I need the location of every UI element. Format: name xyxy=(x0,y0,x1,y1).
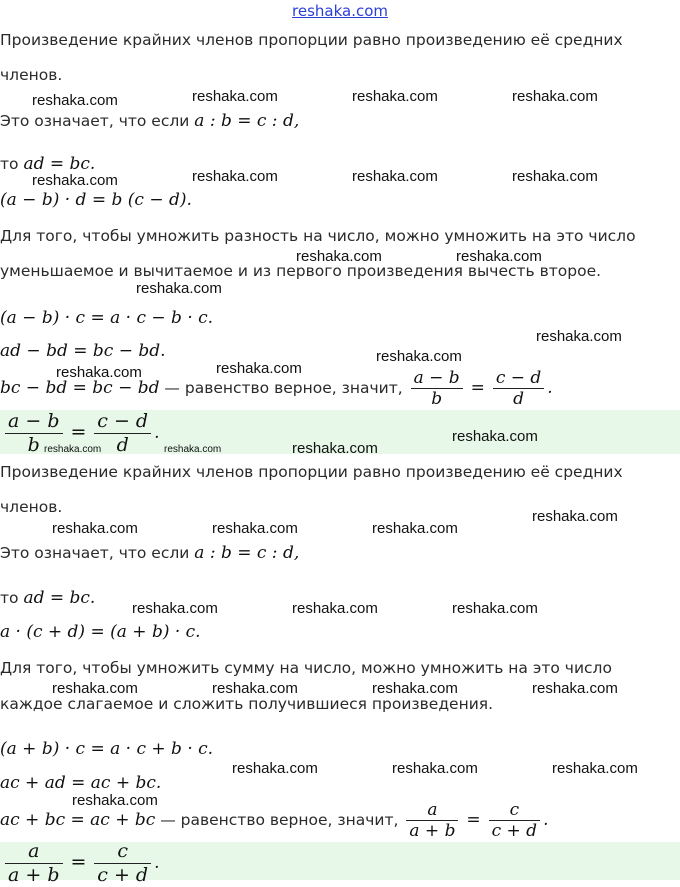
watermark: reshaka.com xyxy=(52,680,138,697)
fraction-left xyxy=(411,368,463,409)
period: . xyxy=(547,378,553,398)
rule2-text-cont: каждое слагаемое и сложить получившиеся произведения. xyxy=(0,695,494,713)
period: . xyxy=(154,853,160,873)
watermark: reshaka.com xyxy=(232,760,318,777)
watermark: reshaka.com xyxy=(296,248,382,265)
watermark: reshaka.com xyxy=(452,600,538,617)
fraction-numerator: c − d xyxy=(94,410,151,434)
answer-highlight xyxy=(0,840,680,886)
fraction-denominator: c + d xyxy=(97,864,149,886)
equation-4-left: bc − bd = bc − bd xyxy=(0,378,160,398)
fraction-denominator: d xyxy=(116,434,129,456)
watermark: reshaka.com xyxy=(372,520,458,537)
equation-4-left: ac + bc = ac + bc xyxy=(0,810,156,830)
watermark: reshaka.com xyxy=(216,360,302,377)
fraction-numerator: a xyxy=(5,840,63,864)
fraction-numerator: c xyxy=(94,840,151,864)
equation-3: ad − bd = bc − bd. xyxy=(0,341,166,361)
watermark: reshaka.com xyxy=(192,88,278,105)
rule-text: Произведение крайних членов пропорции равно произведению её средних xyxy=(0,31,623,49)
equation-4-text: — равенство верное, значит, xyxy=(155,811,399,829)
watermark: reshaka.com xyxy=(192,168,278,185)
equation-1: (a − b) · d = b (c − d). xyxy=(0,190,192,210)
rule2-text: Для того, чтобы умножить разность на число, можно умножить на это число xyxy=(0,227,636,245)
then-line xyxy=(0,154,95,174)
period: . xyxy=(543,810,549,830)
equals-sign: = xyxy=(70,851,87,873)
fraction-denominator: b xyxy=(431,389,443,409)
watermark: reshaka.com xyxy=(376,348,462,365)
equation-1: a · (c + d) = (a + b) · c. xyxy=(0,622,201,642)
means-line xyxy=(0,543,299,563)
fraction-numerator: c − d xyxy=(493,368,544,389)
watermark: reshaka.com xyxy=(352,88,438,105)
fraction-denominator: a + b xyxy=(8,864,60,886)
watermark: reshaka.com xyxy=(532,680,618,697)
equals-sign: = xyxy=(70,421,87,443)
means-formula: a : b = c : d, xyxy=(194,111,300,131)
watermark: reshaka.com xyxy=(456,248,542,265)
watermark: reshaka.com xyxy=(212,680,298,697)
watermark: reshaka.com xyxy=(72,792,158,809)
means-text: Это означает, что если xyxy=(0,112,190,130)
watermark: reshaka.com xyxy=(292,600,378,617)
means-text: Это означает, что если xyxy=(0,544,190,562)
equals-sign: = xyxy=(470,378,485,398)
period: . xyxy=(154,423,160,443)
means-formula: a : b = c : d, xyxy=(194,543,300,563)
watermark: reshaka.com xyxy=(512,168,598,185)
fraction-left xyxy=(406,800,458,841)
rule2-text-cont: уменьшаемое и вычитаемое и из первого произведения вычесть второе. xyxy=(0,262,602,280)
fraction-denominator: a + b xyxy=(409,821,456,841)
equation-2: (a + b) · c = a · c + b · c. xyxy=(0,739,214,759)
watermark: reshaka.com xyxy=(452,428,538,445)
site-link[interactable]: reshaka.com xyxy=(292,2,388,20)
fraction-denominator: d xyxy=(513,389,524,409)
equation-4-text: — равенство верное, значит, xyxy=(159,379,403,397)
equals-sign: = xyxy=(466,810,481,830)
watermark: reshaka.com xyxy=(212,520,298,537)
watermark: reshaka.com xyxy=(132,600,218,617)
rule2-text: Для того, чтобы умножить сумму на число, можно умножить на это число xyxy=(0,659,612,677)
fraction-denominator: c + d xyxy=(491,821,538,841)
watermark: reshaka.com xyxy=(352,168,438,185)
watermark: reshaka.com xyxy=(32,92,118,109)
rule-text-cont: членов. xyxy=(0,498,63,516)
watermark: reshaka.com xyxy=(56,364,142,381)
fraction-numerator: a − b xyxy=(5,410,63,434)
equation-2: (a − b) · c = a · c − b · c. xyxy=(0,308,214,328)
watermark: reshaka.com xyxy=(52,520,138,537)
watermark: reshaka.com xyxy=(536,328,622,345)
watermark: reshaka.com xyxy=(552,760,638,777)
rule-text-cont: членов. xyxy=(0,66,63,84)
fraction-numerator: c xyxy=(489,800,540,821)
fraction-numerator: a xyxy=(406,800,458,821)
watermark: reshaka.com xyxy=(512,88,598,105)
then-word: то xyxy=(0,589,19,607)
then-line xyxy=(0,588,95,608)
fraction-right xyxy=(489,800,540,841)
fraction-right xyxy=(493,368,544,409)
answer-fraction-right xyxy=(94,410,151,457)
watermark: reshaka.com xyxy=(164,444,222,455)
watermark: reshaka.com xyxy=(44,444,102,455)
watermark: reshaka.com xyxy=(292,440,378,457)
then-word: то xyxy=(0,155,19,173)
watermark: reshaka.com xyxy=(372,680,458,697)
watermark: reshaka.com xyxy=(532,508,618,525)
means-line xyxy=(0,111,299,131)
then-formula: ad = bc. xyxy=(23,154,96,174)
watermark: reshaka.com xyxy=(136,280,222,297)
fraction-denominator: b xyxy=(27,434,40,456)
then-formula: ad = bc. xyxy=(23,588,96,608)
fraction-numerator: a − b xyxy=(411,368,463,389)
watermark: reshaka.com xyxy=(392,760,478,777)
equation-3: ac + ad = ac + bc. xyxy=(0,773,162,793)
rule-text: Произведение крайних членов пропорции равно произведению её средних xyxy=(0,463,623,481)
watermark: reshaka.com xyxy=(32,172,118,189)
